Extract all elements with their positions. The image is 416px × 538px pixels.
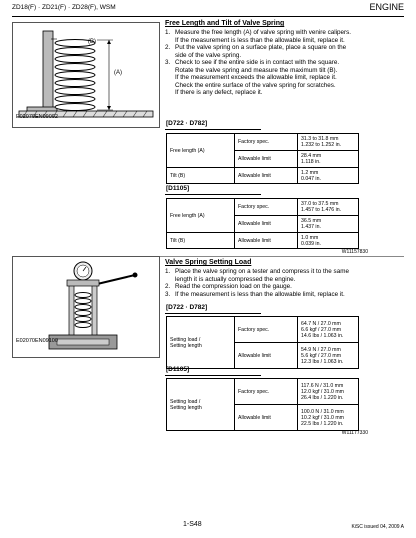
step-item: 2. Read the compression load on the gauge. xyxy=(165,283,292,290)
step-item: 1. Place the valve spring on a tester and compress it to the same length it is actually compressed the engine. xyxy=(165,268,349,283)
spec-type: Factory spec. xyxy=(235,317,298,343)
figure-label-b: (B) xyxy=(88,39,96,45)
step-item: 1. Measure the free length (A) of valve spring with venire calipers. If the measurement is less than the allowable limit, replace it. xyxy=(165,29,352,44)
spec-type: Allowable limit xyxy=(235,151,298,168)
page-number: 1-S48 xyxy=(183,521,202,528)
figure-caption-1: E02070EN09002 xyxy=(16,114,58,120)
spring-tilt-illustration xyxy=(13,23,159,127)
document-code: W11157830 xyxy=(341,249,368,255)
figure-spring-tilt xyxy=(12,22,160,128)
spec-table-free-length-d1105 xyxy=(166,198,359,249)
model-heading: [D722 · D782] xyxy=(166,120,208,127)
spec-table-setting-load-d722 xyxy=(166,316,359,369)
spec-value: 1.2 mm 0.047 in. xyxy=(298,168,359,184)
model-heading: [D1105] xyxy=(166,185,190,192)
spec-value: 31.3 to 31.8 mm 1.232 to 1.252 in. xyxy=(298,134,359,151)
spec-value: 36.5 mm 1.437 in. xyxy=(298,216,359,233)
spec-table-free-length-d722 xyxy=(166,133,359,184)
model-rule xyxy=(165,375,261,376)
spec-type: Allowable limit xyxy=(235,405,298,431)
section-title-free-length: Free Length and Tilt of Valve Spring xyxy=(165,20,285,27)
spec-value: 28.4 mm 1.118 in. xyxy=(298,151,359,168)
spec-label: Tilt (B) xyxy=(167,233,235,249)
header-rule xyxy=(12,16,404,17)
model-heading: [D1105] xyxy=(166,366,190,373)
spec-value: 37.0 to 37.5 mm 1.457 to 1.476 in. xyxy=(298,199,359,216)
step-item: 3. If the measurement is less than the allowable limit, replace it. xyxy=(165,290,345,298)
steps-free-length xyxy=(165,29,405,97)
steps-setting-load xyxy=(165,268,405,298)
model-rule xyxy=(165,129,261,130)
spec-value: 1.0 mm 0.039 in. xyxy=(298,233,359,249)
spec-value: 54.9 N / 27.0 mm 5.6 kgf / 27.0 mm 12.3 lbs / 1.063 in. xyxy=(298,343,359,369)
spec-label: Free length (A) xyxy=(167,134,235,168)
spec-table-setting-load-d1105 xyxy=(166,378,359,431)
model-rule xyxy=(165,313,261,314)
spec-value: 117.6 N / 31.0 mm 12.0 kgf / 31.0 mm 26.4 lbs / 1.220 in. xyxy=(298,379,359,405)
header-section-name: ENGINE xyxy=(369,2,404,12)
spec-label: Free length (A) xyxy=(167,199,235,233)
document-code: W11177330 xyxy=(341,430,368,436)
spec-type: Allowable limit xyxy=(235,343,298,369)
model-heading: [D722 · D782] xyxy=(166,304,208,311)
step-item: 3. Check to see if the entire side is in contact with the square. Rotate the valve spring and measure the maximum tilt (B). If the measurement exceeds the allowable limit, replace it. Check the entire surface of the valve spring for scratches. If there is any defect, replace it. xyxy=(165,59,340,96)
header-manual-title: ZD18(F) · ZD21(F) · ZD28(F), WSM xyxy=(12,4,116,11)
spec-type: Allowable limit xyxy=(235,168,298,184)
spec-type: Allowable limit xyxy=(235,233,298,249)
model-rule xyxy=(165,194,261,195)
spec-value: 100.0 N / 31.0 mm 10.2 kgf / 31.0 mm 22.5 lbs / 1.220 in. xyxy=(298,405,359,431)
section-title-setting-load: Valve Spring Setting Load xyxy=(165,259,252,266)
issue-note: KiSC issued 04, 2009 A xyxy=(351,524,404,530)
step-item: 2. Put the valve spring on a surface plate, place a square on the side of the valve spring. xyxy=(165,44,347,59)
spec-label: Tilt (B) xyxy=(167,168,235,184)
spec-type: Factory spec. xyxy=(235,199,298,216)
spec-type: Factory spec. xyxy=(235,379,298,405)
spec-type: Allowable limit xyxy=(235,216,298,233)
spec-label: Setting load / Setting length xyxy=(167,379,235,431)
figure-label-a: (A) xyxy=(114,70,122,76)
spec-type: Factory spec. xyxy=(235,134,298,151)
spec-value: 64.7 N / 27.0 mm 6.6 kgf / 27.0 mm 14.6 lbs / 1.063 in. xyxy=(298,317,359,343)
spec-label: Setting load / Setting length xyxy=(167,317,235,369)
figure-caption-2: E02070EN09100 xyxy=(16,338,58,344)
